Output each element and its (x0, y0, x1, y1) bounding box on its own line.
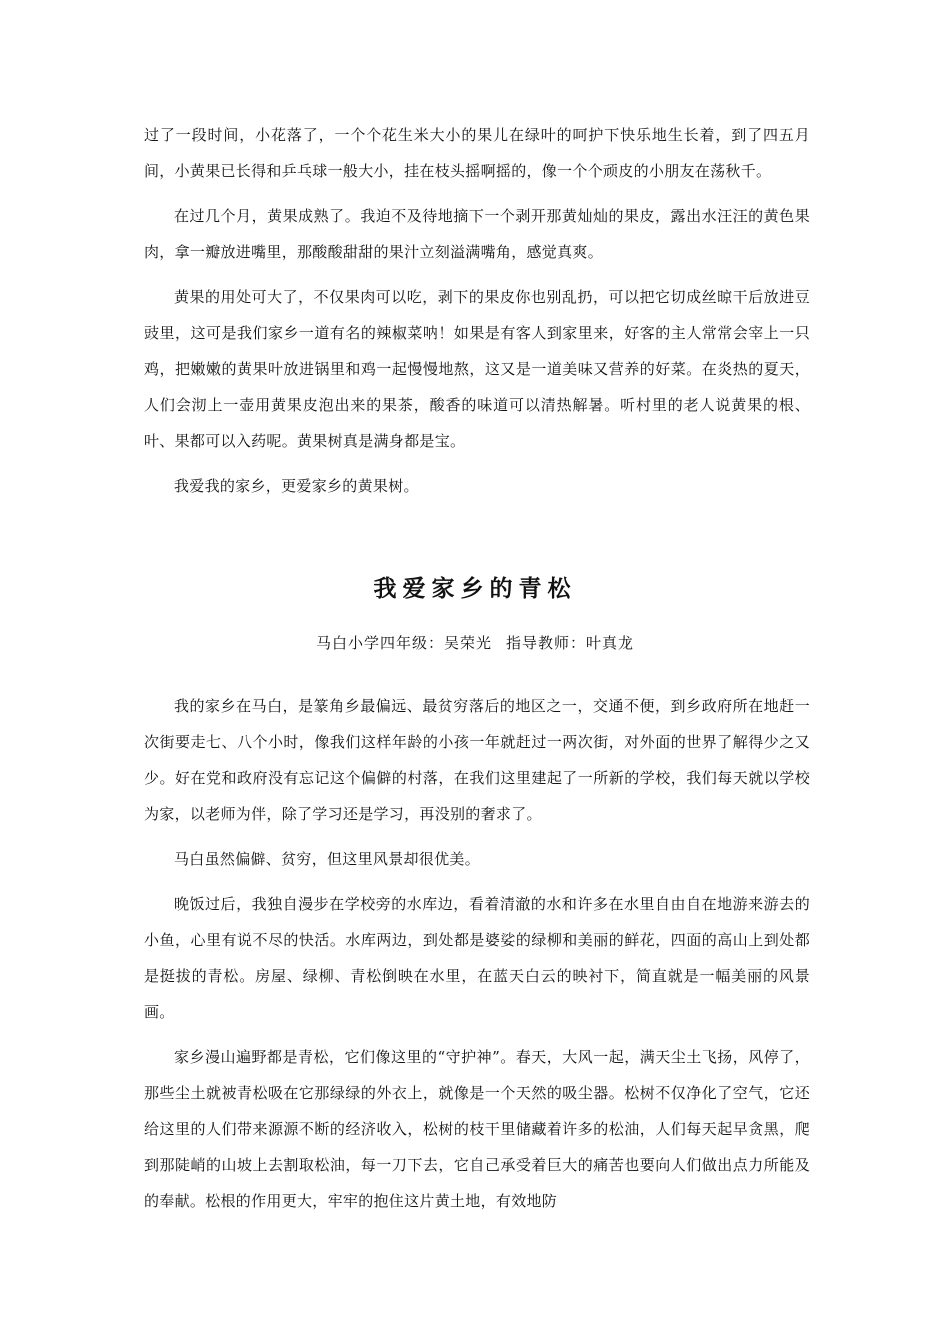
paragraph: 在过几个月，黄果成熟了。我迫不及待地摘下一个剥开那黄灿灿的果皮，露出水汪汪的黄色果肉，拿一瓣放进嘴里，那酸酸甜甜的果汁立刻溢满嘴角，感觉真爽。 (144, 207, 810, 261)
essay-title: 我爱家乡的青松 (373, 575, 577, 602)
essay-byline (0, 632, 950, 653)
paragraph: 我的家乡在马白，是篆角乡最偏远、最贫穷落后的地区之一，交通不便，到乡政府所在地赶一次街要走七、八个小时，像我们这样年龄的小孩一年就赶过一两次街，对外面的世界了解得少之又少。好在党和政府没有忘记这个偏僻的村落，在我们这里建起了一所新的学校，我们每天就以学校为家，以老师为伴，除了学习还是学习，再没别的奢求了。 (144, 697, 810, 823)
paragraph: 马白虽然偏僻、贫穷，但这里风景却很优美。 (174, 850, 481, 868)
paragraph: 过了一段时间，小花落了，一个个花生米大小的果儿在绿叶的呵护下快乐地生长着，到了四五月间，小黄果已长得和乒乓球一般大小，挂在枝头摇啊摇的，像一个个顽皮的小朋友在荡秋千。 (144, 126, 810, 180)
paragraph: 我爱我的家乡，更爱家乡的黄果树。 (174, 477, 419, 495)
paragraph: 黄果的用处可大了，不仅果肉可以吃，剥下的果皮你也别乱扔，可以把它切成丝晾干后放进豆豉里，这可是我们家乡一道有名的辣椒菜呐！如果是有客人到家里来，好客的主人常常会宰上一只鸡，把嫩嫩的黄果叶放进锅里和鸡一起慢慢地熬，这又是一道美味又营养的好菜。在炎热的夏天，人们会沏上一壶用黄果皮泡出来的果茶，酸香的味道可以清热解暑。听村里的老人说黄果的根、叶、果都可以入药呢。黄果树真是满身都是宝。 (144, 288, 810, 450)
essay-huangguo-continued (144, 117, 810, 513)
essay-qingsong-body (144, 688, 810, 1228)
teacher-line: 指导教师：叶真龙 (506, 634, 635, 652)
paragraph: 家乡漫山遍野都是青松，它们像这里的“守护神”。春天，大风一起，满天尘土飞扬，风停了，那些尘土就被青松吸在它那绿绿的外衣上，就像是一个天然的吸尘器。松树不仅净化了空气，它还给这里的人们带来源源不断的经济收入，松树的枝干里储藏着许多的松油，人们每天起早贪黑，爬到那陡峭的山坡上去割取松油，每一刀下去，它自己承受着巨大的痛苦也要向人们做出点力所能及的奉献。松根的作用更大，牢牢的抱住这片黄土地，有效地防 (144, 1048, 810, 1210)
author-line: 马白小学四年级：吴荣光 (315, 634, 492, 652)
paragraph: 晚饭过后，我独自漫步在学校旁的水库边，看着清澈的水和许多在水里自由自在地游来游去的小鱼，心里有说不尽的快活。水库两边，到处都是婆娑的绿柳和美丽的鲜花，四面的高山上到处都是挺拔的青松。房屋、绿柳、青松倒映在水里，在蓝天白云的映衬下，简直就是一幅美丽的风景画。 (144, 895, 810, 1021)
